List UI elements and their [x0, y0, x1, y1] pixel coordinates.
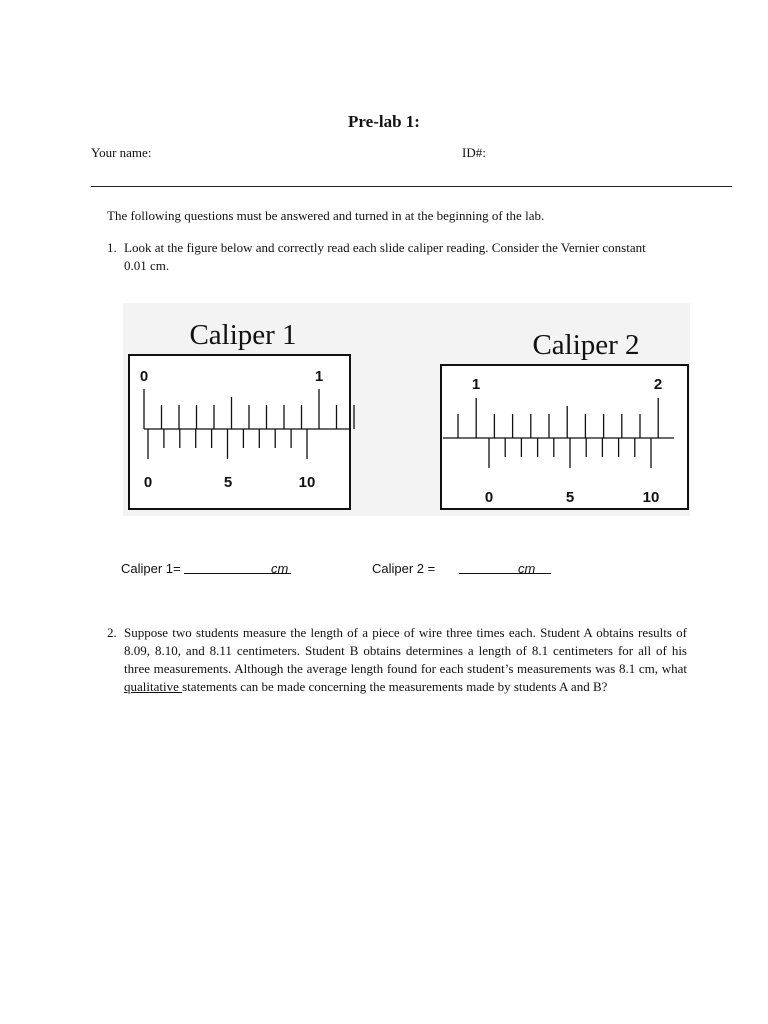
- caliper-2-answer-blank[interactable]: [459, 573, 551, 574]
- caliper-1-main-label-1: 1: [314, 368, 324, 385]
- caliper-2-vernier-label-10: 10: [642, 489, 660, 506]
- caliper-2-answer: [372, 561, 536, 576]
- question-1: [107, 239, 652, 275]
- caliper-1-unit: cm: [271, 561, 289, 576]
- caliper-2-main-label-1: 1: [471, 376, 481, 393]
- question-number: 1.: [107, 240, 117, 255]
- header-divider: [91, 186, 732, 187]
- caliper-1-main-label-0: 0: [139, 368, 149, 385]
- caliper-1-vernier-label-0: 0: [143, 474, 153, 491]
- instructions-text: The following questions must be answered and turned in at the beginning of the lab.: [107, 208, 545, 223]
- caliper-1-vernier-label-5: 5: [223, 474, 233, 491]
- caliper-2-vernier-label-0: 0: [484, 489, 494, 506]
- caliper-1-title: Caliper 1: [189, 319, 297, 351]
- caliper-2-answer-label: Caliper 2 =: [372, 561, 436, 576]
- caliper-2-title: Caliper 2: [532, 329, 640, 361]
- caliper-1-answer-label: Caliper 1=: [121, 561, 181, 576]
- question-2: [107, 624, 687, 696]
- caliper-1-vernier-label-10: 10: [298, 474, 316, 491]
- question-number: 2.: [107, 625, 117, 640]
- caliper-1-answer: [121, 561, 289, 576]
- question-text-part: Suppose two students measure the length of a piece of wire three times each. Student A obtains results of 8.09, 8.10, and 8.11 centimeters. Student B obtains determines a length of 8.1 centimeters for all of his three measurements. Although the average length found for each student’s measurements was 8.1 cm, what: [124, 625, 687, 676]
- question-text: Look at the figure below and correctly read each slide caliper reading. Consider the Vernier constant 0.01 cm.: [124, 240, 646, 273]
- question-text: [124, 624, 687, 696]
- underlined-word: qualitative: [124, 679, 183, 694]
- name-field-label: Your name:: [91, 145, 152, 160]
- calipers-figure: [123, 303, 690, 521]
- caliper-2-main-label-2: 2: [653, 376, 663, 393]
- caliper-2-vernier-label-5: 5: [565, 489, 575, 506]
- page-title: Pre-lab 1:: [348, 112, 420, 131]
- calipers-diagram: [123, 303, 690, 516]
- caliper-2-unit: cm: [518, 561, 536, 576]
- question-text-part: statements can be made concerning the measurements made by students A and B?: [182, 679, 608, 694]
- id-field-label: ID#:: [462, 145, 486, 160]
